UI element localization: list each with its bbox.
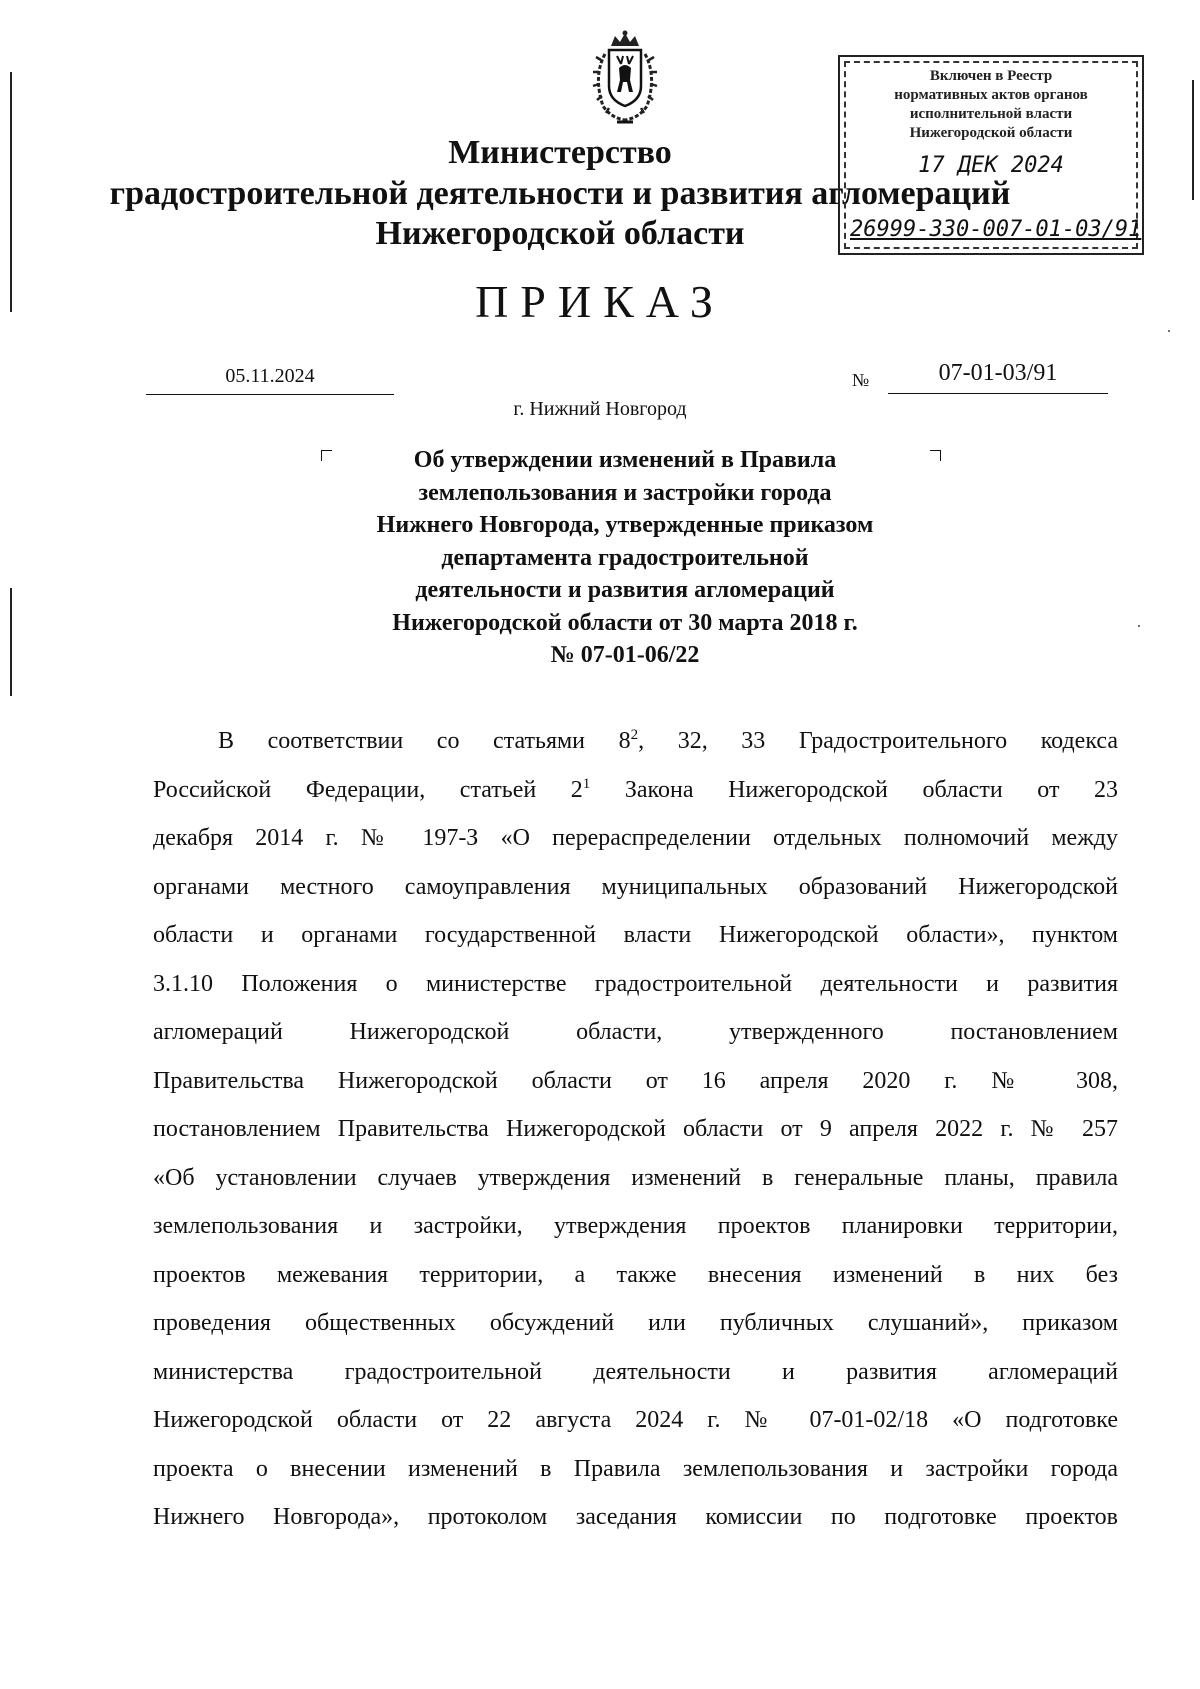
body-line: землепользования и застройки, утверждения проектов планировки территории, — [153, 1213, 1118, 1239]
body-line: «Об установлении случаев утверждения изменений в генеральные планы, правила — [153, 1164, 1118, 1191]
body-line: постановлением Правительства Нижегородской области от 9 апреля 2022 г. № 257 — [153, 1116, 1118, 1142]
ministry-name-line-1: Министерство — [448, 134, 672, 171]
scan-dot — [1138, 625, 1140, 627]
stamp-text — [840, 67, 1142, 143]
stamp-registration-number: 26999-330-007-01-03/91 — [850, 217, 1142, 242]
stamp-line-3: исполнительной власти — [909, 106, 1073, 122]
scan-dot — [1168, 330, 1170, 332]
subject-line: землепользования и застройки города — [418, 479, 832, 506]
body-text-fragment: Российской Федерации, статьей 2 — [153, 776, 583, 803]
stamp-line-1: Включен в Реестр — [929, 68, 1053, 84]
coat-of-arms-emblem — [583, 30, 667, 130]
body-text-fragment: В соответствии со статьями 8 — [218, 728, 631, 754]
stamp-line-2: нормативных актов органов — [894, 87, 1088, 103]
body-line: проекта о внесении изменений в Правила землепользования и застройки города — [153, 1455, 1118, 1482]
order-subject — [330, 444, 920, 672]
body-line: проведения общественных обсуждений или публичных слушаний», приказом — [153, 1310, 1118, 1336]
body-line: министерства градостроительной деятельности и развития агломераций — [153, 1358, 1118, 1385]
stamp-date: 17 ДЕК 2024 — [918, 153, 1064, 178]
order-city: г. Нижний Новгород — [513, 398, 687, 420]
body-line: проектов межевания территории, а также внесения изменений в них без — [153, 1261, 1118, 1288]
body-text-fragment: , 32, 33 Градостроительного кодекса — [638, 728, 1118, 754]
subject-line: Об утверждении изменений в Правила — [413, 447, 837, 473]
body-text-fragment: Закона Нижегородской области от 23 — [590, 776, 1119, 803]
body-line: Нижегородской области от 22 августа 2024 г. № 07-01-02/18 «О подготовке — [153, 1407, 1118, 1433]
body-line — [153, 717, 1118, 766]
subject-line: Нижегородской области от 30 марта 2018 г. — [392, 609, 858, 636]
scan-margin-mark — [10, 588, 12, 696]
order-number: 07-01-03/91 — [888, 360, 1108, 394]
body-line: области и органами государственной власти Нижегородской области», пунктом — [153, 922, 1118, 948]
order-number-sign: № — [852, 370, 870, 390]
body-line: агломераций Нижегородской области, утвержденного постановлением — [153, 1019, 1118, 1045]
registry-stamp — [838, 55, 1144, 255]
body-line — [153, 766, 1118, 815]
document-title: ПРИКАЗ — [475, 276, 725, 327]
order-body-paragraph — [153, 717, 1118, 1542]
ministry-name-line-2: градостроительной деятельности и развития агломераций — [109, 175, 1011, 212]
subject-corner-right — [930, 450, 941, 461]
order-date: 05.11.2024 — [146, 365, 394, 395]
subject-line: Нижнего Новгорода, утвержденные приказом — [376, 512, 874, 538]
superscript: 1 — [582, 775, 591, 792]
subject-line: № 07-01-06/22 — [550, 642, 700, 668]
body-line: декабря 2014 г. № 197-З «О перераспределении отдельных полномочий между — [153, 825, 1118, 851]
subject-line: департамента градостроительной — [441, 544, 809, 571]
ministry-name-line-3: Нижегородской области — [375, 215, 745, 252]
body-line: Правительства Нижегородской области от 16 апреля 2020 г. № 308, — [153, 1067, 1118, 1094]
scan-margin-mark — [1192, 80, 1194, 200]
superscript: 2 — [630, 727, 639, 743]
body-line: 3.1.10 Положения о министерстве градостроительной деятельности и развития — [153, 970, 1118, 997]
subject-line: деятельности и развития агломераций — [415, 577, 835, 603]
body-line: органами местного самоуправления муниципальных образований Нижегородской — [153, 873, 1118, 900]
stamp-line-4: Нижегородской области — [909, 125, 1073, 141]
body-line: Нижнего Новгорода», протоколом заседания комиссии по подготовке проектов — [153, 1504, 1118, 1530]
